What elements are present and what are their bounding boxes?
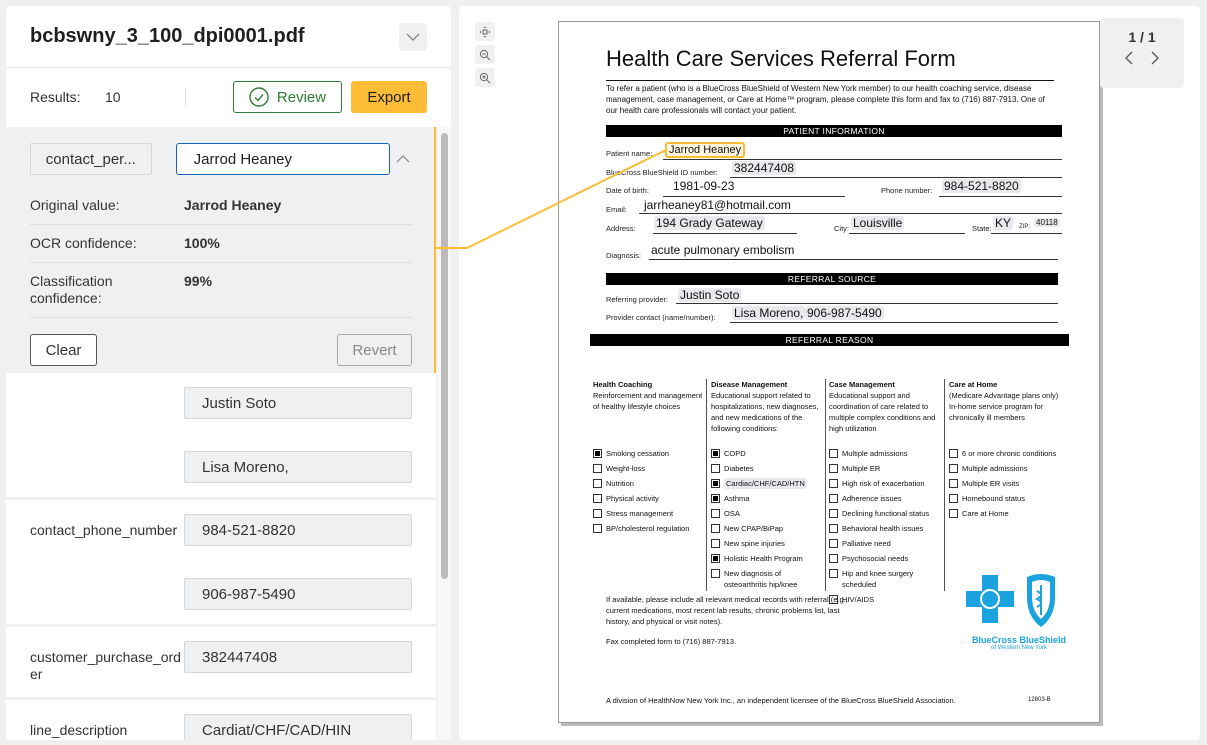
section-referral-reason: REFERRAL REASON (590, 334, 1069, 346)
prev-page-button[interactable] (1125, 51, 1133, 70)
divider (185, 88, 186, 106)
field-value[interactable]: Cardiat/CHF/CAD/HIN (184, 714, 412, 740)
field-value[interactable]: 382447408 (184, 641, 412, 673)
file-dropdown-button[interactable] (399, 23, 427, 51)
checkbox[interactable] (593, 509, 602, 518)
phone-value[interactable]: 984-521-8820 (944, 179, 1019, 193)
field-list (6, 127, 436, 740)
results-label: Results: (30, 89, 81, 105)
field-row (6, 500, 436, 627)
provider-contact-name-value[interactable]: Lisa Moreno, (734, 306, 804, 320)
checkbox[interactable] (593, 449, 602, 458)
scrollbar-thumb[interactable] (441, 133, 448, 579)
review-button[interactable] (233, 81, 342, 113)
bluecross-blueshield-logo-icon (964, 573, 1074, 628)
field-value[interactable]: 906-987-5490 (184, 578, 412, 610)
column-care-at-home: Care at Home (Medicare Advantage plans only) In-home service program for chronically ill members 6 or more chronic conditions Multiple admissions Multiple ER visits Homebound status Care at Home (949, 380, 1059, 518)
checkbox[interactable] (711, 479, 720, 488)
id-number-value[interactable]: 382447408 (734, 161, 795, 175)
diagnosis-value: acute pulmonary embolism (651, 243, 795, 257)
checkbox[interactable] (829, 509, 838, 518)
checkbox[interactable] (829, 569, 838, 578)
active-field-card[interactable] (6, 127, 436, 373)
move-icon (479, 26, 491, 38)
checkbox[interactable] (949, 494, 958, 503)
ocr-confidence-row: OCR confidence: 100% (30, 225, 412, 263)
footer-text: A division of HealthNow New York Inc., an independent licensee of the BlueCross BlueShield Association. (606, 696, 956, 705)
checkbox[interactable] (711, 539, 720, 548)
checkbox[interactable] (949, 464, 958, 473)
field-key: customer_purchase_order (30, 649, 181, 682)
next-page-button[interactable] (1151, 51, 1159, 70)
column-case-management: Case Management Educational support and coordination of care related to multiple complex conditions and high utilization Multiple admissions Multiple ER High risk of exacerbation Adherence issues Declining functional status Behavioral health issues Palliative need Psychosocial needs Hip and knee surgery scheduled HIV/AIDS (829, 380, 936, 604)
checkbox[interactable] (711, 569, 720, 578)
original-value-row: Original value: Jarrod Heaney (30, 187, 412, 225)
patient-name-value[interactable]: Jarrod Heaney (665, 142, 745, 158)
zoom-in-icon (479, 72, 491, 84)
pdf-page: Health Care Services Referral Form To refer a patient (who is a BlueCross BlueShield of Western New York member) to our health coaching service, disease management, case management, or Care at Home™ program, please complete this form and fax to (716) 887-7913. One of our health care professionals will contact your patient. PATIENT INFORMATION Patient name: Jarrod Heaney BlueCross BlueShield ID number: 382447408 Date of birth: 1981-09-23 Phone number: 984-521-8820 Email: jarrheaney81@hotmail.com Address: 194 Grady Gateway City: Louisville State: KY ZIP: 40118 Diagnosis: acute pulmonary embolism REFERRAL SOURCE Referring provider: Justin Soto Provider contact (name/number): Lisa Moreno, 906-987-5490 REFERRAL REASON Health Coaching Reinforcement and management of healthy lifestyle choices Smoking cessation Weight-loss Nutrition Physical activity Stress management BP/cholesterol regulation Disease Management Educational support related to hospitalizations, new diagnoses, and new medications of the following conditions: COPD Diabetes Cardiac/CHF/CAD/HTN Asthma OSA New CPAP/BiPap New spine injuries Holistic Health Program New diagnosis of osteoarthritis hip/knee Case Management Educational support and coordination of care related to multiple complex conditions and high utilization Multiple admissions Multiple ER High risk of exacerbation Adherence issues Declining functional status Behavioral health issues Palliative need Psychosocial needs Hip and knee surgery scheduled HIV/AIDS Care at Home (Medicare Advantage plans only) In-home service program for chronically ill members 6 or more chronic conditions Multiple admissions Multiple ER visits Homebound status Care at Home If available, please include all relevant medical records with referral (e.g., current medications, most recent lab results, chronic problems list, last history, and physical or visit notes). Fax completed form to (716) 887-7913. BlueCross BlueShield of Western New York A division of HealthNow New York Inc., an independent licensee of the BlueCross BlueShield Association. 12803-B (558, 21, 1100, 723)
section-patient-info: PATIENT INFORMATION (606, 125, 1062, 137)
state-value[interactable]: KY (995, 216, 1012, 230)
column-disease-management: Disease Management Educational support related to hospitalizations, new diagnoses, and new medications of the following conditions: COPD Diabetes Cardiac/CHF/CAD/HTN Asthma OSA New CPAP/BiPap New spine injuries Holistic Health Program New diagnosis of osteoarthritis hip/knee (711, 380, 819, 589)
classification-confidence: 99% (184, 273, 213, 289)
field-key: line_description (30, 722, 128, 738)
fax-note: Fax completed form to (716) 887-7913. (606, 637, 737, 646)
bcbs-logo: BlueCross BlueShield of Western New York (964, 573, 1074, 651)
checkbox[interactable] (949, 449, 958, 458)
checkbox[interactable] (829, 554, 838, 563)
field-row (6, 627, 436, 700)
viewer-tools (475, 22, 495, 87)
document-filename: bcbswny_3_100_dpi0001.pdf (30, 25, 305, 47)
zoom-out-button[interactable] (475, 45, 495, 64)
provider-contact-number-value[interactable]: 906-987-5490 (807, 306, 882, 320)
checkbox[interactable] (829, 494, 838, 503)
field-row (6, 700, 436, 740)
field-details (30, 187, 410, 318)
checkbox[interactable] (593, 524, 602, 533)
form-intro: To refer a patient (who is a BlueCross BlueShield of Western New York member) to our health coaching service, disease management, case management, or Care at Home™ program, please complete this form and fax to (716) 887-7913. One of our health care professionals will contact your patient. (606, 84, 1045, 115)
original-value: Jarrod Heaney (184, 197, 282, 213)
field-value[interactable]: 984-521-8820 (184, 514, 412, 546)
records-note: If available, please include all relevant medical records with referral (e.g., current medications, most recent lab results, chronic problems list, last history, and physical or visit notes). (606, 595, 848, 626)
classification-confidence-row: Classification confidence: 99% (30, 263, 412, 318)
checkbox[interactable] (711, 509, 720, 518)
field-list-scrollbar[interactable] (436, 127, 451, 740)
checkbox[interactable] (711, 464, 720, 473)
page-navigator (1100, 18, 1184, 88)
zoom-in-button[interactable] (475, 68, 495, 87)
check-circle-icon (249, 87, 269, 107)
zip-value[interactable]: 40118 (1036, 218, 1058, 227)
results-toolbar (6, 68, 451, 126)
clear-button[interactable]: Clear (30, 334, 97, 366)
email-value: jarrheaney81@hotmail.com (644, 198, 791, 212)
page-indicator: 1 / 1 (1128, 29, 1156, 45)
checkbox[interactable] (711, 524, 720, 533)
checkbox[interactable] (949, 479, 958, 488)
checkbox[interactable] (593, 494, 602, 503)
field-key: contact_phone_number (30, 522, 178, 538)
chevron-up-icon[interactable] (396, 152, 410, 166)
field-value[interactable]: Justin Soto (184, 387, 412, 419)
checkbox[interactable] (949, 509, 958, 518)
form-code: 12803-B (1028, 697, 1051, 703)
address-value[interactable]: 194 Grady Gateway (656, 216, 763, 230)
checkbox[interactable] (711, 449, 720, 458)
field-value-input[interactable]: Jarrod Heaney (176, 143, 390, 175)
panel-header (6, 6, 451, 68)
pan-button[interactable] (475, 22, 495, 41)
checkbox[interactable] (829, 449, 838, 458)
checkbox[interactable] (593, 479, 602, 488)
chevron-down-icon (406, 33, 420, 41)
revert-button[interactable]: Revert (337, 334, 412, 366)
city-value[interactable]: Louisville (853, 216, 903, 230)
checkbox[interactable] (829, 464, 838, 473)
section-referral-source: REFERRAL SOURCE (606, 273, 1058, 285)
dob-value: 1981-09-23 (673, 179, 735, 193)
column-health-coaching: Health Coaching Reinforcement and management of healthy lifestyle choices Smoking cessation Weight-loss Nutrition Physical activity Stress management BP/cholesterol regulation (593, 380, 703, 533)
field-value[interactable]: Lisa Moreno, (184, 451, 412, 483)
export-button[interactable]: Export (351, 81, 427, 113)
referring-provider-value[interactable]: Justin Soto (680, 288, 740, 302)
field-key (30, 387, 184, 483)
checkbox[interactable] (711, 494, 720, 503)
results-count: 10 (105, 89, 121, 105)
checkbox[interactable] (829, 479, 838, 488)
form-title: Health Care Services Referral Form (606, 46, 956, 71)
extraction-panel (6, 6, 451, 740)
zoom-out-icon (479, 49, 491, 61)
review-label: Review (276, 88, 327, 106)
checkbox[interactable] (711, 554, 720, 563)
chevron-left-icon (1125, 51, 1133, 65)
field-key-button[interactable]: contact_per... (30, 143, 152, 175)
checkbox[interactable] (829, 524, 838, 533)
field-row (6, 373, 436, 500)
checkbox[interactable] (593, 464, 602, 473)
checkbox[interactable] (829, 539, 838, 548)
document-viewer (459, 6, 1200, 740)
chevron-right-icon (1151, 51, 1159, 65)
ocr-confidence: 100% (184, 235, 220, 251)
